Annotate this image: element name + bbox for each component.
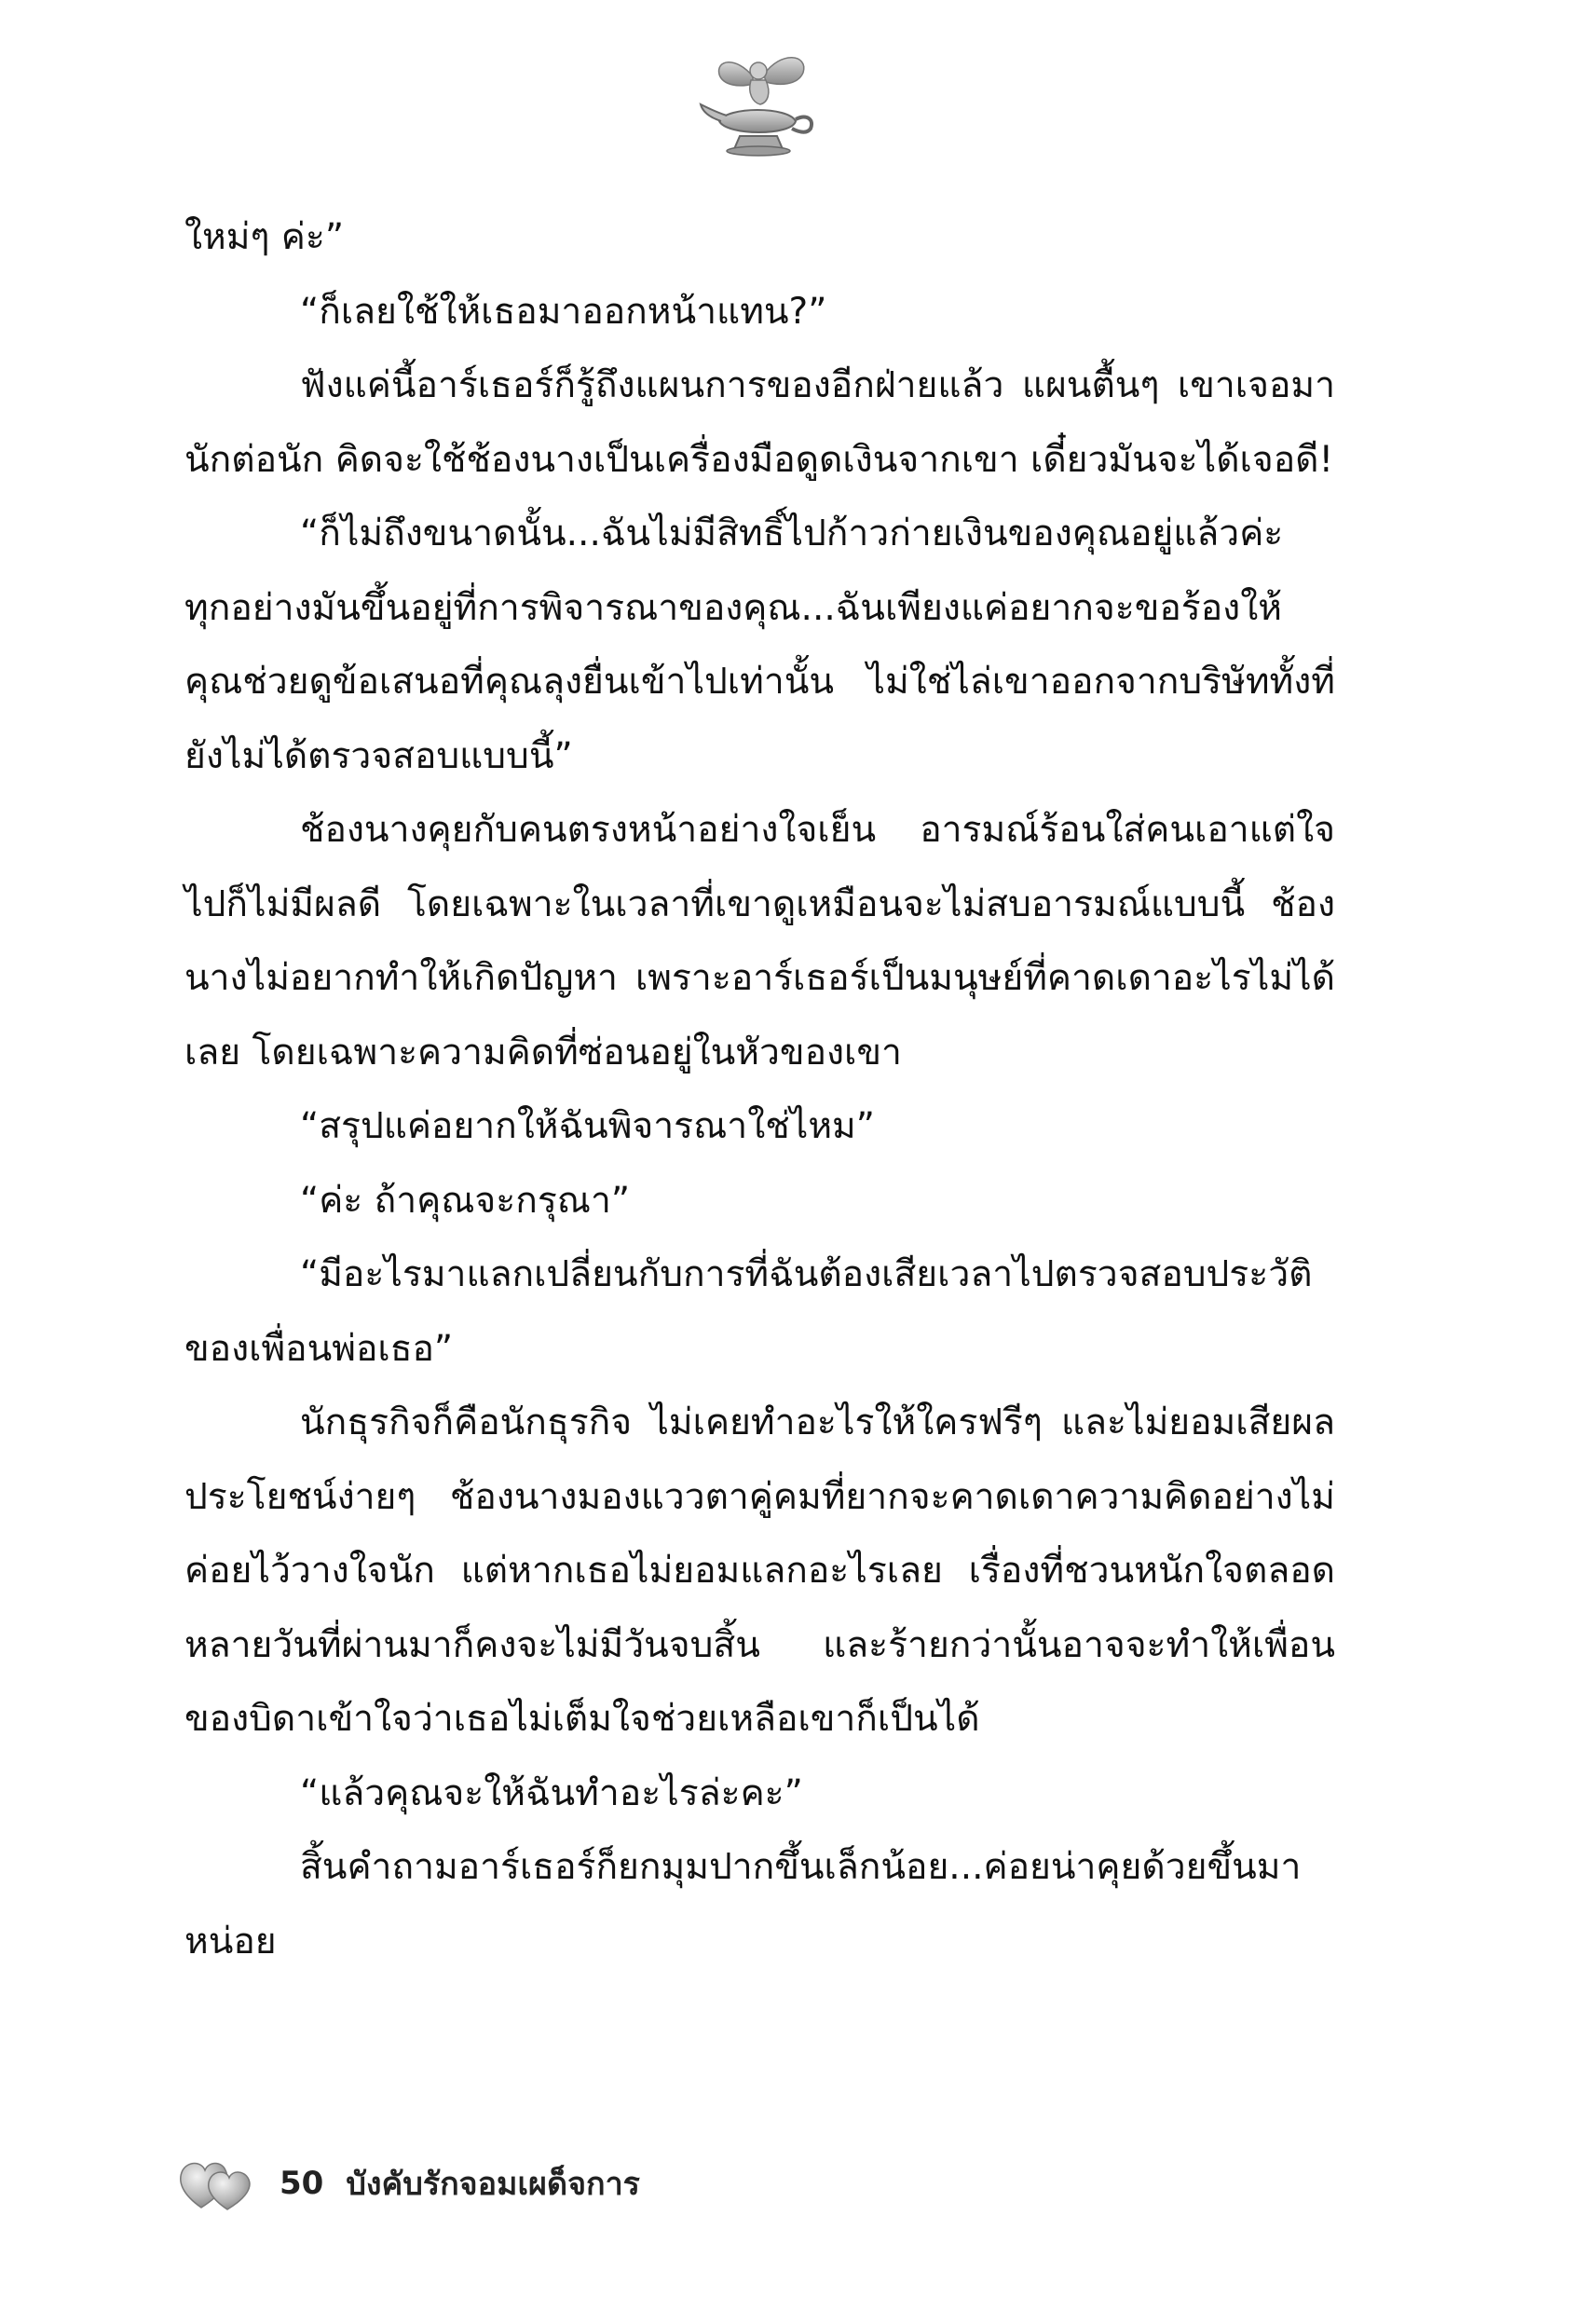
paragraph-11: สิ้นคำถามอาร์เธอร์ก็ยกมุมปากขึ้นเล็กน้อย...ค่อยน่าคุยด้วยขึ้นมาหน่อย [184, 1846, 1302, 1962]
paragraph-5: ช้องนางคุยกับคนตรงหน้าอย่างใจเย็น อารมณ์ร้อนใส่คนเอาแต่ใจไปก็ไม่มีผลดี โดยเฉพาะในเวลาที่เขาดูเหมือนจะไม่สบอารมณ์แบบนี้ ช้องนางไม่อยากทำให้เกิดปัญหา เพราะอาร์เธอร์เป็นมนุษย์ที่คาดเดาอะไรไม่ได้เลย โดยเฉพาะความคิดที่ซ่อนอยู่ในหัวของเขา [184, 809, 1335, 1073]
cupid-teapot-icon [699, 47, 820, 163]
body-text [184, 200, 1335, 1978]
paragraph-10: “แล้วคุณจะให้ฉันทำอะไรล่ะคะ” [300, 1771, 803, 1814]
page-footer [175, 2151, 1014, 2216]
paragraph-9: นักธุรกิจก็คือนักธุรกิจ ไม่เคยทำอะไรให้ใครฟรีๆ และไม่ยอมเสียผลประโยชน์ง่ายๆ ช้องนางมองแววตาคู่คมที่ยากจะคาดเดาความคิดอย่างไม่ค่อยไว้วางใจนัก แต่หากเธอไม่ยอมแลกอะไรเลย เรื่องที่ชวนหนักใจตลอดหลายวันที่ผ่านมาก็คงจะไม่มีวันจบสิ้น และร้ายกว่านั้นอาจจะทำให้เพื่อนของบิดาเข้าใจว่าเธอไม่เต็มใจช่วยเหลือเขาก็เป็นได้ [184, 1402, 1335, 1740]
paragraph-2: “ก็เลยใช้ให้เธอมาออกหน้าแทน?” [300, 290, 827, 333]
paragraph-6: “สรุปแค่อยากให้ฉันพิจารณาใช่ไหม” [300, 1105, 875, 1147]
paragraph-3: ฟังแค่นี้อาร์เธอร์ก็รู้ถึงแผนการของอีกฝ่ายแล้ว แผนตื้นๆ เขาเจอมานักต่อนัก คิดจะใช้ช้องนางเป็นเครื่องมือดูดเงินจากเขา เดี๋ยวมันจะได้เจอดี! [184, 364, 1335, 481]
hearts-icon [175, 2154, 259, 2213]
paragraph-8: “มีอะไรมาแลกเปลี่ยนกับการที่ฉันต้องเสียเวลาไปตรวจสอบประวัติของเพื่อนพ่อเธอ” [184, 1253, 1313, 1370]
paragraph-7: “ค่ะ ถ้าคุณจะกรุณา” [300, 1179, 631, 1222]
page-number: 50 [280, 2165, 324, 2202]
paragraph-1: ใหม่ๆ ค่ะ” [184, 216, 345, 258]
book-title: บังคับรักจอมเผด็จการ [346, 2166, 640, 2203]
paragraph-4: “ก็ไม่ถึงขนาดนั้น...ฉันไม่มีสิทธิ์ไปก้าวก่ายเงินของคุณอยู่แล้วค่ะ ทุกอย่างมันขึ้นอยู่ที่การพิจารณาของคุณ...ฉันเพียงแค่อยากจะขอร้องให้คุณช่วยดูข้อเสนอที่คุณลุงยื่นเข้าไปเท่านั้น ไม่ใช่ไล่เขาออกจากบริษัททั้งที่ยังไม่ได้ตรวจสอบแบบนี้” [184, 513, 1335, 777]
